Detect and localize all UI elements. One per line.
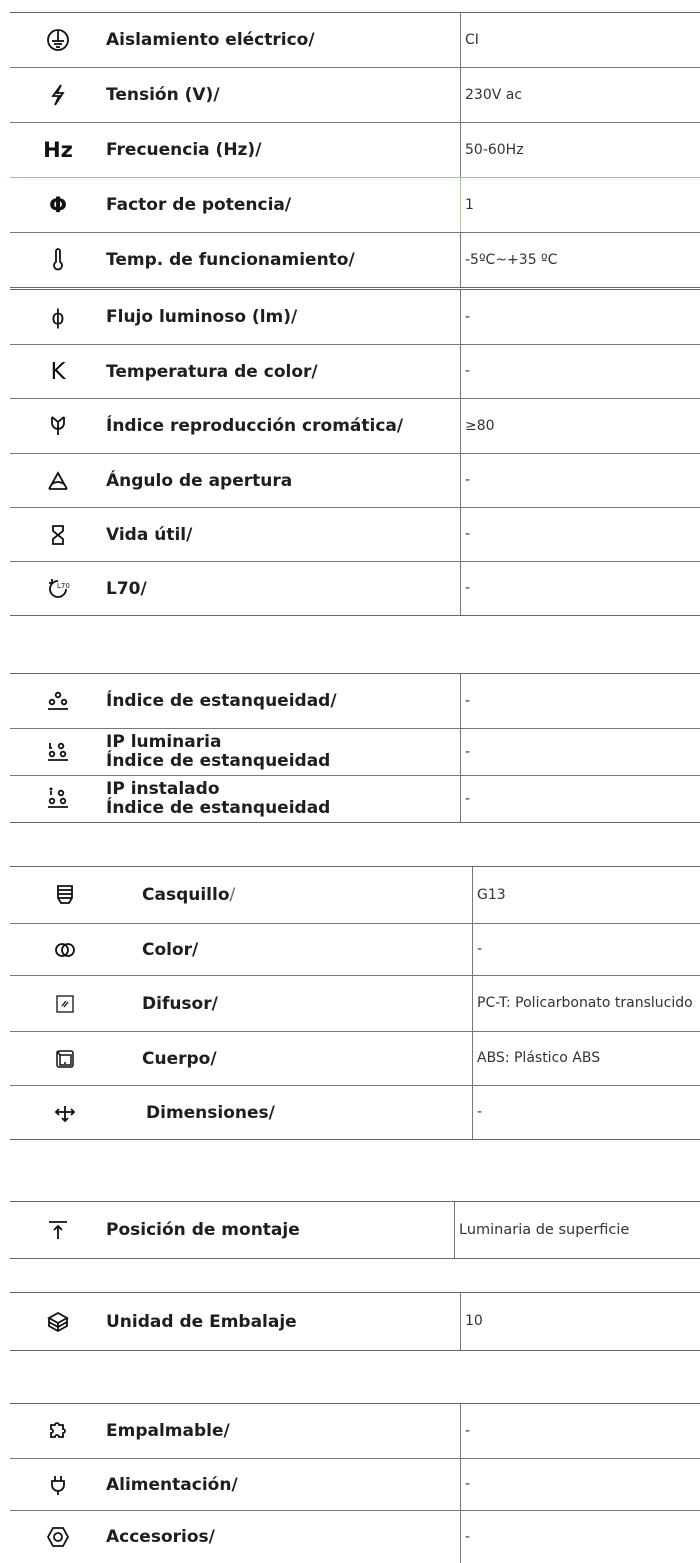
spec-label: Posición de montaje (106, 1220, 300, 1240)
spec-row-diffuser (10, 975, 700, 1031)
body-icon (10, 1047, 120, 1071)
spec-label: L70/ (106, 578, 147, 599)
cri-icon (10, 414, 106, 438)
spec-label: Factor de potencia/ (106, 195, 292, 215)
spec-value: PC-T: Policarbonato translucido (472, 976, 700, 1031)
hourglass-icon (10, 523, 106, 547)
spec-row-cri (10, 398, 700, 453)
spec-label: Vida útil/ (106, 524, 193, 545)
spec-row-accessories (10, 1510, 700, 1563)
flux-icon: ϕ (51, 305, 65, 329)
spec-value: - (460, 776, 700, 822)
ip-installed-icon (10, 787, 106, 811)
spec-row-packaging (10, 1293, 700, 1350)
spec-value: -5ºC~+35 ºC (460, 233, 700, 287)
ground-icon (10, 28, 106, 52)
electrical-section (10, 12, 700, 288)
spec-value: - (460, 454, 700, 507)
spec-value: G13 (472, 867, 700, 923)
spec-row-splice (10, 1404, 700, 1458)
spec-label: IP luminaria Índice de estanqueidad (106, 732, 331, 771)
mounting-section (10, 1201, 700, 1259)
mount-icon (10, 1218, 106, 1242)
materials-section (10, 866, 700, 1140)
spec-value: 50-60Hz (460, 123, 700, 177)
spec-value: - (460, 290, 700, 344)
extras-section (10, 1403, 700, 1563)
spec-label: Difusor/ (142, 993, 218, 1014)
spec-label: Ángulo de apertura (106, 470, 293, 491)
spec-row-flux (10, 290, 700, 344)
socket-icon (10, 883, 120, 907)
spec-value: - (460, 508, 700, 561)
spec-value: - (460, 1459, 700, 1510)
ingress-section (10, 673, 700, 823)
spec-value: - (472, 924, 700, 975)
spec-label: IP instalado Índice de estanqueidad (106, 779, 331, 818)
spec-value: - (460, 562, 700, 615)
ip-luminaire-icon (10, 740, 106, 764)
color-icon (10, 938, 120, 962)
spec-label: Empalmable/ (106, 1421, 230, 1441)
light-section (10, 289, 700, 616)
spec-label: Temp. de funcionamiento/ (106, 250, 355, 270)
spec-row-mounting (10, 1202, 700, 1258)
package-icon (10, 1310, 106, 1334)
spec-value: Luminaria de superficie (454, 1202, 700, 1258)
spec-row-beam-angle (10, 453, 700, 507)
spec-value: 10 (460, 1293, 700, 1350)
dimensions-icon (10, 1101, 120, 1125)
spec-label: Frecuencia (Hz)/ (106, 140, 262, 160)
spec-row-l70 (10, 561, 700, 615)
spec-row-color-temp (10, 344, 700, 398)
spec-row-lifetime (10, 507, 700, 561)
spec-label: Dimensiones/ (146, 1102, 275, 1123)
spec-value: ≥80 (460, 399, 700, 453)
spec-row-body (10, 1031, 700, 1085)
spec-label: Temperatura de color/ (106, 361, 318, 382)
thermometer-icon (10, 248, 106, 272)
spec-value: - (472, 1086, 700, 1139)
spec-row-color (10, 923, 700, 975)
spec-value: - (460, 1511, 700, 1563)
spec-label: Accesorios/ (106, 1527, 215, 1547)
spec-value: - (460, 729, 700, 775)
hz-icon: Hz (43, 138, 73, 162)
kelvin-icon: K (50, 358, 66, 385)
svg-text:L70: L70 (57, 581, 70, 590)
spec-label: Alimentación/ (106, 1474, 238, 1495)
phi-icon: Φ (49, 193, 67, 217)
spec-row-ip (10, 674, 700, 728)
l70-icon (10, 577, 106, 601)
spec-row-socket (10, 867, 700, 923)
spec-row-power-supply (10, 1458, 700, 1510)
spec-row-ip-luminaire (10, 728, 700, 775)
spec-row-voltage (10, 67, 700, 122)
spec-value: - (460, 674, 700, 728)
spec-label: Índice de estanqueidad/ (106, 691, 337, 711)
spec-row-power-factor (10, 177, 700, 232)
spec-value: 230V ac (460, 68, 700, 122)
spec-row-insulation (10, 13, 700, 67)
spec-label: Unidad de Embalaje (106, 1311, 297, 1332)
spec-row-ip-installed (10, 775, 700, 822)
spec-label: Tensión (V)/ (106, 85, 220, 105)
spec-value: 1 (460, 178, 700, 232)
spec-row-frequency (10, 122, 700, 177)
spec-value: ABS: Plástico ABS (472, 1032, 700, 1085)
diffuser-icon (10, 992, 120, 1016)
packaging-section (10, 1292, 700, 1351)
angle-icon (10, 469, 106, 493)
spec-row-temperature (10, 232, 700, 287)
spec-label: Casquillo/ (142, 885, 236, 905)
spec-value: CI (460, 13, 700, 67)
spec-label: Color/ (142, 939, 199, 960)
hexnut-icon (10, 1525, 106, 1549)
spec-label: Índice reproducción cromática/ (106, 416, 404, 436)
spec-row-dimensions (10, 1085, 700, 1139)
plug-icon (10, 1473, 106, 1497)
spec-label: Cuerpo/ (142, 1048, 217, 1069)
ip-icon (10, 689, 106, 713)
lightning-icon (10, 83, 106, 107)
puzzle-icon (10, 1419, 106, 1443)
spec-value: - (460, 345, 700, 398)
spec-value: - (460, 1404, 700, 1458)
spec-label: Aislamiento eléctrico/ (106, 30, 315, 50)
spec-label: Flujo luminoso (lm)/ (106, 307, 298, 327)
